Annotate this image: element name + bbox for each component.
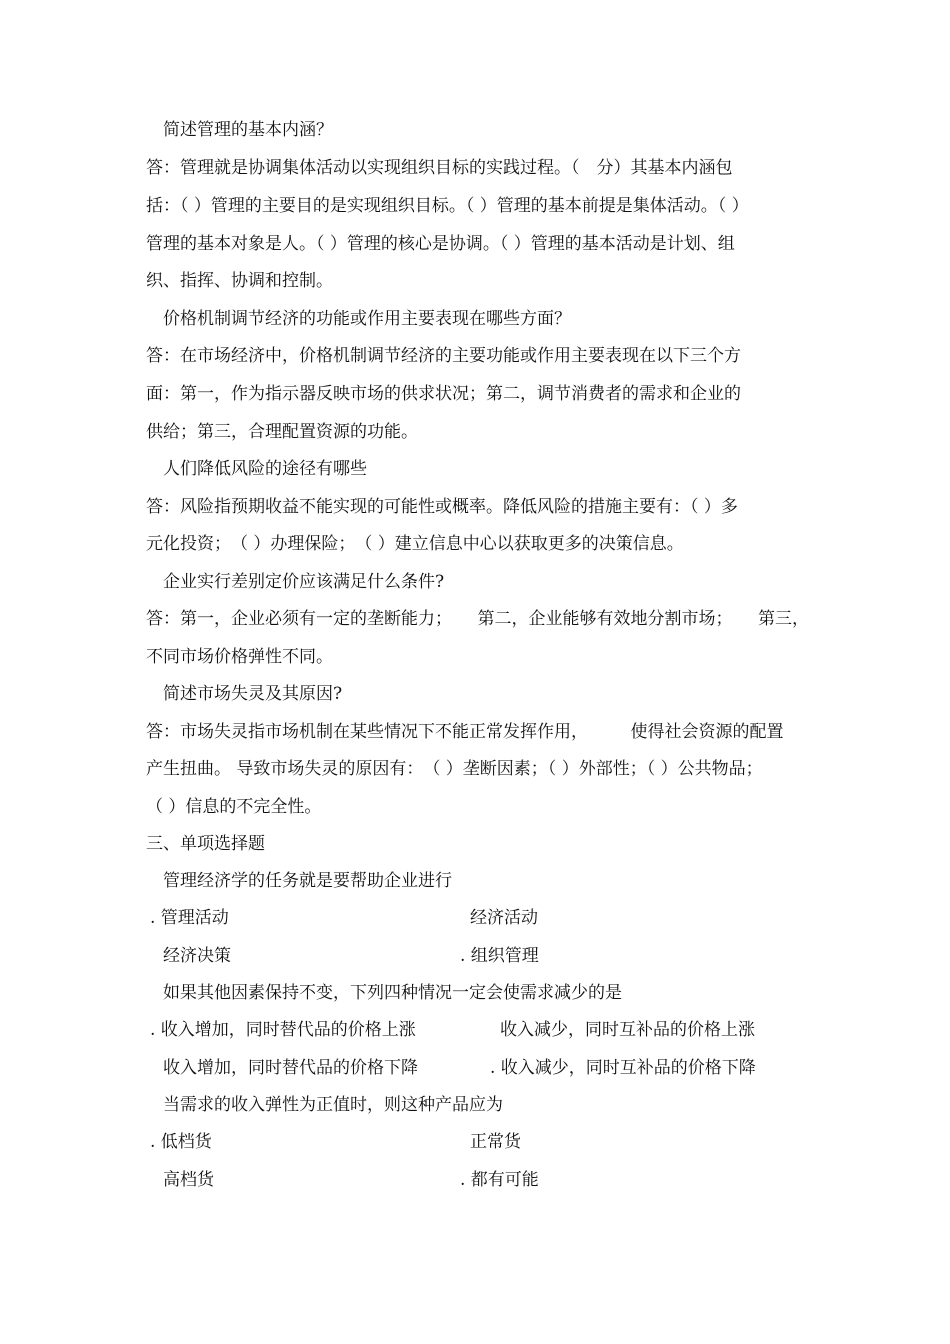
mcq-option-b: 正常货	[470, 1132, 521, 1152]
answer-line: 答：在市场经济中，价格机制调节经济的主要功能或作用主要表现在以下三个方	[146, 346, 741, 366]
question-heading: 简述市场失灵及其原因?	[163, 684, 343, 704]
question-heading: 企业实行差别定价应该满足什么条件?	[163, 572, 445, 592]
section-title: 三、单项选择题	[146, 834, 265, 854]
mcq-option-d: . 都有可能	[460, 1170, 539, 1190]
answer-line: （ ）信息的不完全性。	[146, 797, 322, 817]
answer-line: 括：（ ）管理的主要目的是实现组织目标。（ ）管理的基本前提是集体活动。（ ）	[146, 196, 749, 216]
mcq-option-c: 经济决策	[163, 946, 231, 966]
answer-line: 供给；第三，合理配置资源的功能。	[146, 422, 418, 442]
mcq-option-b: 收入减少，同时互补品的价格上涨	[500, 1020, 755, 1040]
mcq-option-d: . 收入减少，同时互补品的价格下降	[490, 1058, 756, 1078]
mcq-option-a: . 低档货	[150, 1132, 212, 1152]
mcq-question: 当需求的收入弹性为正值时，则这种产品应为	[163, 1095, 503, 1115]
answer-line: 答：风险指预期收益不能实现的可能性或概率。降低风险的措施主要有：（ ）多	[146, 497, 738, 517]
mcq-option-a: . 管理活动	[150, 908, 229, 928]
mcq-option-c: 高档货	[163, 1170, 214, 1190]
answer-line: 织、指挥、协调和控制。	[146, 271, 333, 291]
mcq-option-a: . 收入增加，同时替代品的价格上涨	[150, 1020, 416, 1040]
mcq-question: 如果其他因素保持不变，下列四种情况一定会使需求减少的是	[163, 983, 622, 1003]
answer-line: 产生扭曲。 导致市场失灵的原因有： （ ）垄断因素；（ ）外部性；（ ）公共物品；	[146, 759, 763, 779]
answer-line: 面：第一，作为指示器反映市场的供求状况；第二，调节消费者的需求和企业的	[146, 384, 741, 404]
question-heading: 价格机制调节经济的功能或作用主要表现在哪些方面？	[163, 309, 571, 329]
question-heading: 简述管理的基本内涵？	[163, 120, 333, 140]
answer-line: 元化投资； （ ）办理保险； （ ）建立信息中心以获取更多的决策信息。	[146, 534, 684, 554]
mcq-option-d: . 组织管理	[460, 946, 539, 966]
mcq-question: 管理经济学的任务就是要帮助企业进行	[163, 871, 452, 891]
question-heading: 人们降低风险的途径有哪些	[163, 459, 367, 479]
answer-line: 答：第一，企业必须有一定的垄断能力； 第二，企业能够有效地分割市场； 第三，	[146, 609, 809, 629]
answer-line: 答：市场失灵指市场机制在某些情况下不能正常发挥作用， 使得社会资源的配置	[146, 722, 784, 742]
answer-line: 管理的基本对象是人。（ ）管理的核心是协调。（ ）管理的基本活动是计划、组	[146, 234, 735, 254]
mcq-option-c: 收入增加，同时替代品的价格下降	[163, 1058, 418, 1078]
mcq-option-b: 经济活动	[470, 908, 538, 928]
answer-line: 不同市场价格弹性不同。	[146, 647, 333, 667]
answer-line: 答：管理就是协调集体活动以实现组织目标的实践过程。（ 分）其基本内涵包	[146, 158, 733, 178]
